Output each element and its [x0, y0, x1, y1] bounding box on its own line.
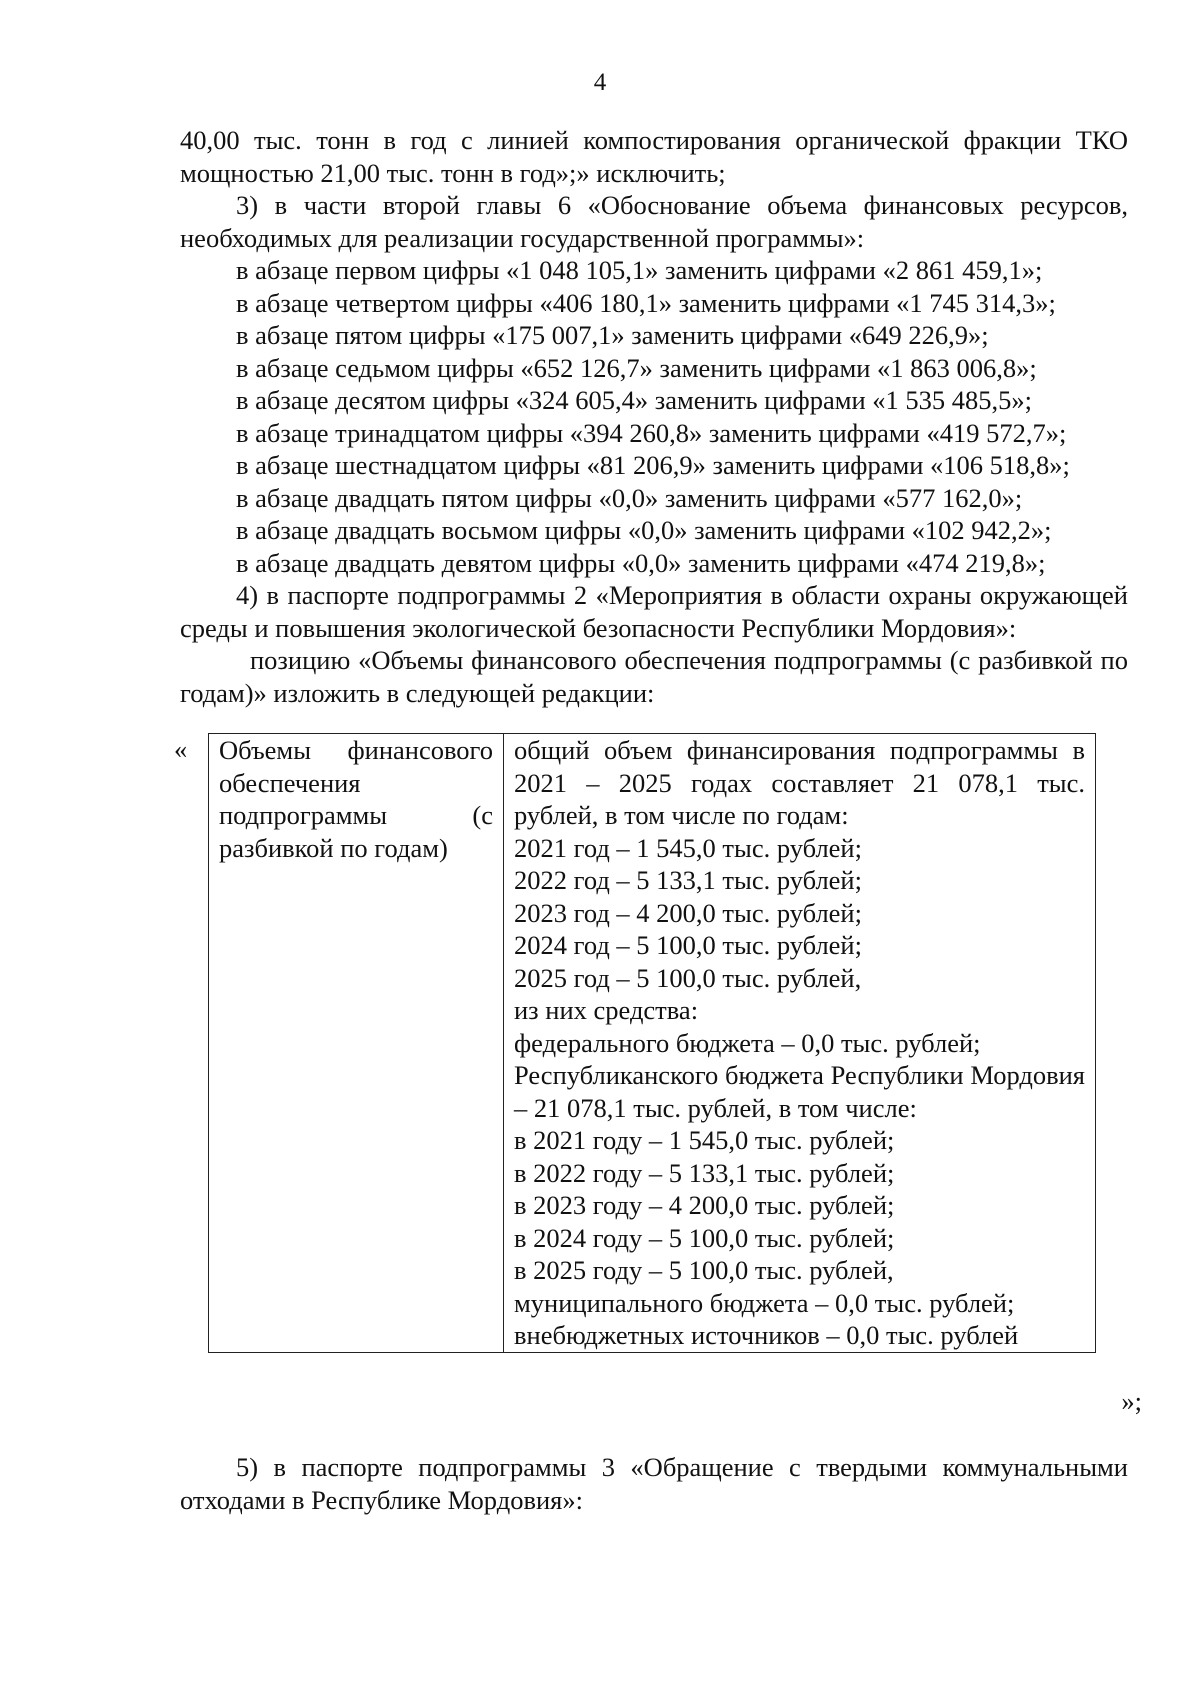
list-item: в абзаце шестнадцатом цифры «81 206,9» заменить цифрами «106 518,8»;: [236, 450, 1070, 480]
year-line: 2022 год – 5 133,1 тыс. рублей;: [514, 865, 862, 895]
page-number: 4: [593, 69, 607, 96]
financing-label: Объемы финансового обеспечения подпрограммы (с разбивкой по годам): [219, 735, 493, 863]
table-cell-value: [504, 734, 1096, 1353]
list-item: в абзаце двадцать девятом цифры «0,0» заменить цифрами «474 219,8»;: [236, 547, 1046, 578]
year-line: в 2022 году – 5 133,1 тыс. рублей;: [514, 1157, 895, 1188]
list-item: в абзаце двадцать восьмом цифры «0,0» заменить цифрами «102 942,2»;: [236, 515, 1052, 545]
list-item: в абзаце первом цифры «1 048 105,1» заменить цифрами «2 861 459,1»;: [236, 255, 1043, 285]
list-item: в абзаце тринадцатом цифры «394 260,8» заменить цифрами «419 572,7»;: [236, 417, 1067, 448]
year-line: 2024 год – 5 100,0 тыс. рублей;: [514, 930, 862, 960]
list-item: в абзаце двадцать пятом цифры «0,0» заменить цифрами «577 162,0»;: [236, 482, 1023, 513]
table-cell-label: [209, 734, 504, 1353]
year-line: 2021 год – 1 545,0 тыс. рублей;: [514, 832, 862, 863]
list-item: в абзаце четвертом цифры «406 180,1» заменить цифрами «1 745 314,3»;: [236, 287, 1056, 318]
extrabudget-line: внебюджетных источников – 0,0 тыс. рублей: [514, 1320, 1019, 1350]
financing-table: [208, 733, 1096, 1353]
item-3-list: [180, 254, 1128, 579]
year-line: в 2021 году – 1 545,0 тыс. рублей;: [514, 1125, 895, 1155]
year-line: в 2023 году – 4 200,0 тыс. рублей;: [514, 1190, 895, 1220]
item-4-position: позицию «Объемы финансового обеспечения подпрограммы (с разбивкой по годам)» изложить в следующей редакции:: [180, 645, 1128, 708]
municipal-budget-line: муниципального бюджета – 0,0 тыс. рублей;: [514, 1287, 1015, 1318]
year-line: 2023 год – 4 200,0 тыс. рублей;: [514, 897, 862, 928]
item-5-intro: 5) в паспорте подпрограммы 3 «Обращение с твердыми коммунальными отходами в Республике Мордовия»:: [180, 1452, 1128, 1515]
document-body: [174, 124, 1142, 1516]
of-which-line: из них средства:: [514, 995, 699, 1025]
year-line: в 2024 году – 5 100,0 тыс. рублей;: [514, 1222, 895, 1253]
paragraph-continuation: 40,00 тыс. тонн в год с линией компостирования органической фракции ТКО мощностью 21,00 тыс. тонн в год»;» исключить;: [180, 125, 1128, 188]
table-row: [209, 734, 1096, 1353]
closing-quote: »;: [1121, 1385, 1142, 1416]
republic-budget-line: Республиканского бюджета Республики Мордовия – 21 078,1 тыс. рублей, в том числе:: [514, 1060, 1085, 1123]
list-item: в абзаце седьмом цифры «652 126,7» заменить цифрами «1 863 006,8»;: [236, 352, 1037, 383]
item-4-intro: 4) в паспорте подпрограммы 2 «Мероприятия в области охраны окружающей среды и повышения экологической безопасности Республики Мордовия»:: [180, 580, 1128, 643]
list-item: в абзаце десятом цифры «324 605,4» заменить цифрами «1 535 485,5»;: [236, 385, 1033, 415]
year-line: 2025 год – 5 100,0 тыс. рублей,: [514, 962, 862, 993]
federal-budget-line: федерального бюджета – 0,0 тыс. рублей;: [514, 1027, 981, 1058]
list-item: в абзаце пятом цифры «175 007,1» заменить цифрами «649 226,9»;: [236, 320, 989, 350]
financing-table-block: [174, 733, 1142, 1417]
opening-quote: «: [174, 734, 188, 764]
year-line: в 2025 году – 5 100,0 тыс. рублей,: [514, 1255, 894, 1285]
item-3-intro: 3) в части второй главы 6 «Обоснование объема финансовых ресурсов, необходимых для реализации государственной программы»:: [180, 190, 1128, 253]
financing-intro: общий объем финансирования подпрограммы в 2021 – 2025 годах составляет 21 078,1 тыс. рублей, в том числе по годам:: [514, 735, 1085, 830]
